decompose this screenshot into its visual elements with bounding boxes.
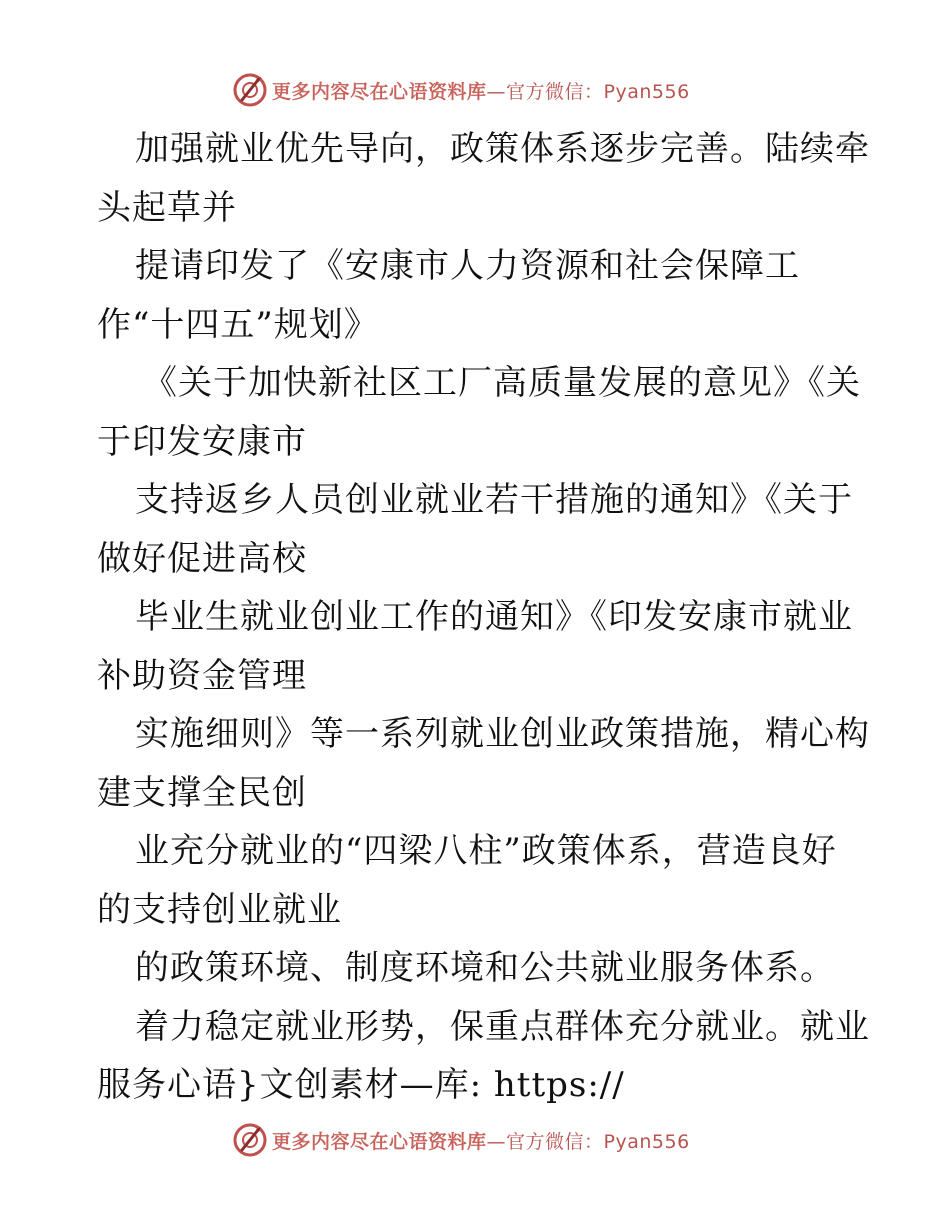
paragraph-line: 的政策环境、制度环境和公共就业服务体系。 [135, 948, 835, 988]
watermark-main-text: 更多内容尽在心语资料库 [272, 80, 487, 103]
paragraph-line: 业充分就业的“四梁八柱”政策体系，营造良好 [135, 831, 837, 871]
footer-watermark [232, 1120, 690, 1160]
header-watermark [232, 70, 690, 110]
paragraph-line: 建支撑全民创 [97, 772, 307, 813]
watermark-text [272, 1127, 690, 1154]
paragraph-line: 于印发安康市 [97, 421, 307, 462]
paragraph-line: 头起草并 [97, 187, 237, 228]
paragraph-line: 加强就业优先导向，政策体系逐步完善。陆续牵 [135, 129, 870, 169]
paragraph-line: 的支持创业就业 [97, 889, 342, 930]
watermark-text [272, 77, 690, 104]
paragraph-line: 提请印发了《安康市人力资源和社会保障工 [135, 246, 800, 286]
paragraph-line: 服务心语}文创素材—库: https:// [97, 1065, 625, 1105]
paragraph-line: 着力稳定就业形势，保重点群体充分就业。就业 [135, 1006, 870, 1047]
paragraph-line: 做好促进高校 [97, 538, 307, 579]
paragraph-line: 补助资金管理 [97, 655, 307, 696]
watermark-contact-text: —官方微信：Pyan556 [486, 1130, 690, 1153]
paragraph-line: 《关于加快新社区工厂高质量发展的意见》《关 [143, 363, 861, 403]
watermark-main-text: 更多内容尽在心语资料库 [272, 1130, 487, 1153]
document-body [97, 120, 870, 1115]
paragraph-line: 毕业生就业创业工作的通知》《印发安康市就业 [135, 597, 853, 637]
brand-logo-icon [232, 72, 268, 108]
paragraph-line: 作“十四五”规划》 [97, 304, 379, 345]
watermark-contact-text: —官方微信：Pyan556 [486, 80, 690, 103]
paragraph-line: 实施细则》等一系列就业创业政策措施，精心构 [135, 714, 870, 754]
paragraph-line: 支持返乡人员创业就业若干措施的通知》《关于 [135, 480, 853, 520]
brand-logo-icon [232, 1122, 268, 1158]
